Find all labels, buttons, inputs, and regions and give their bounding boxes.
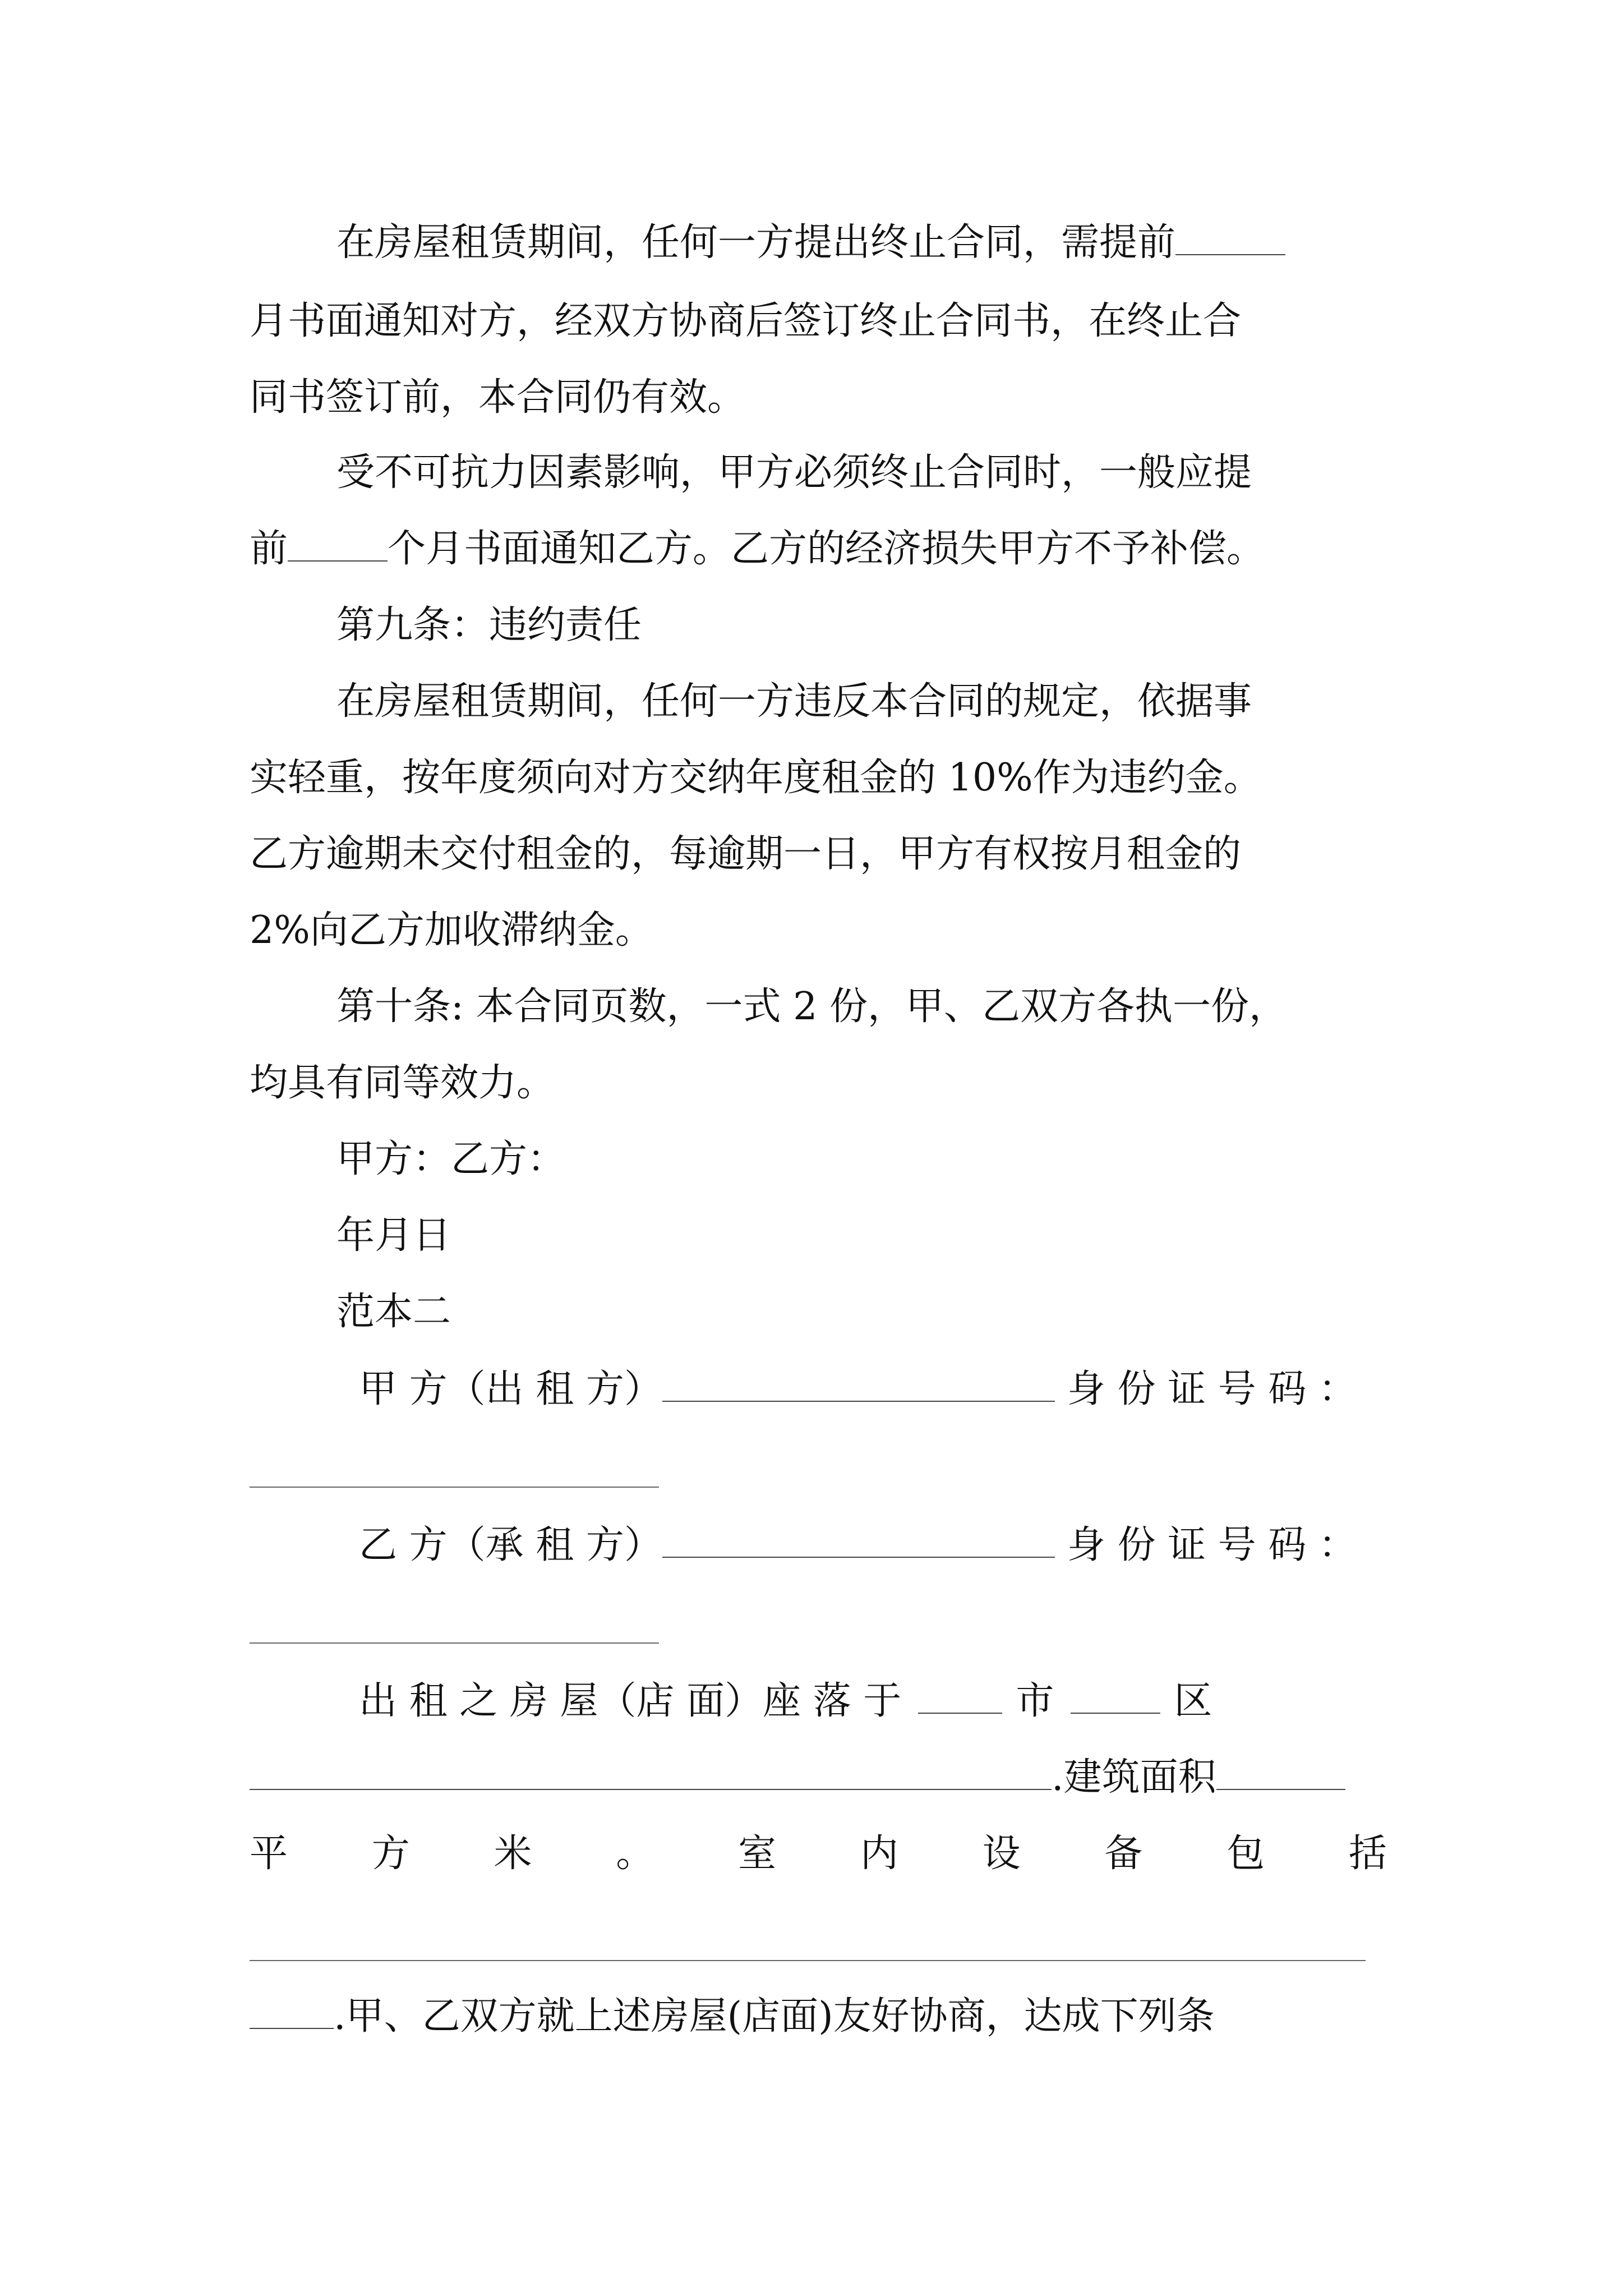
paragraph-line: 均具有同等效力。 — [250, 1061, 555, 1105]
paragraph-line — [336, 218, 1387, 268]
text: 身 份 证 号 码 ： — [1067, 1367, 1357, 1411]
text: 身 份 证 号 码 ： — [1067, 1523, 1357, 1567]
char: 内 — [860, 1832, 898, 1876]
text: 乙 方（承 租 方） — [359, 1523, 662, 1567]
section-heading: 第十条: 本合同页数，一式 2 份，甲、乙双方各执一份， — [336, 984, 1288, 1029]
lessee-line — [359, 1520, 1387, 1571]
char: 室 — [738, 1832, 777, 1876]
blank-field — [250, 1995, 334, 2029]
signature-parties: 甲方：乙方： — [336, 1137, 566, 1181]
text: 个月书面通知乙方。乙方的经济损失甲方不予补偿。 — [388, 527, 1265, 571]
sample-heading: 范本二 — [336, 1290, 451, 1334]
blank-field — [662, 1368, 1055, 1402]
blank-field — [1175, 222, 1285, 255]
blank-field — [250, 1756, 1052, 1790]
char: 包 — [1227, 1832, 1265, 1876]
paragraph-line: 实轻重，按年度须向对方交纳年度租金的 10%作为违约金。 — [250, 756, 1262, 800]
paragraph-line: 乙方逾期未交付租金的，每逾期一日，甲方有权按月租金的 — [250, 832, 1242, 876]
paragraph-line: 受不可抗力因素影响，甲方必须终止合同时，一般应提 — [336, 450, 1252, 495]
text: .甲、乙双方就上述房屋(店面)友好协商，达成下列条 — [334, 1994, 1215, 2039]
text: .建筑面积 — [1052, 1755, 1216, 1800]
text: 在房屋租赁期间，任何一方提出终止合同，需提前 — [336, 220, 1176, 265]
lessor-line — [359, 1364, 1387, 1415]
text: 甲 方（出 租 方） — [359, 1367, 662, 1411]
signature-date: 年月日 — [336, 1213, 451, 1258]
paragraph-line: 在房屋租赁期间，任何一方违反本合同的规定，依据事 — [336, 679, 1252, 724]
text: 前 — [250, 527, 288, 571]
text: 市 — [1016, 1679, 1054, 1723]
char: 。 — [616, 1832, 654, 1876]
blank-field — [250, 1960, 1366, 1961]
paragraph-line — [250, 1991, 1387, 2042]
area-line — [250, 1752, 1387, 1803]
blank-field — [1071, 1680, 1160, 1714]
char: 方 — [371, 1832, 410, 1876]
blank-field — [1216, 1756, 1345, 1790]
char: 设 — [982, 1832, 1021, 1876]
blank-field — [250, 1487, 659, 1488]
blank-field — [918, 1680, 1002, 1714]
char: 备 — [1104, 1832, 1143, 1876]
text: 出 租 之 房 屋（店 面）座 落 于 — [359, 1679, 902, 1723]
paragraph-line: 同书签订前，本合同仍有效。 — [250, 375, 746, 420]
justified-line — [250, 1829, 1387, 1879]
blank-field — [662, 1524, 1055, 1558]
char: 米 — [494, 1832, 532, 1876]
char: 括 — [1348, 1832, 1387, 1876]
blank-field — [250, 1642, 659, 1644]
text: 区 — [1174, 1679, 1212, 1723]
char: 平 — [250, 1832, 288, 1876]
paragraph-line — [250, 524, 1387, 574]
paragraph-line: 月书面通知对方，经双方协商后签订终止合同书，在终止合 — [250, 299, 1242, 343]
blank-field — [288, 528, 388, 562]
paragraph-line: 2%向乙方加收滞纳金。 — [250, 908, 653, 953]
section-heading: 第九条：违约责任 — [336, 603, 642, 647]
property-line — [359, 1676, 1387, 1727]
